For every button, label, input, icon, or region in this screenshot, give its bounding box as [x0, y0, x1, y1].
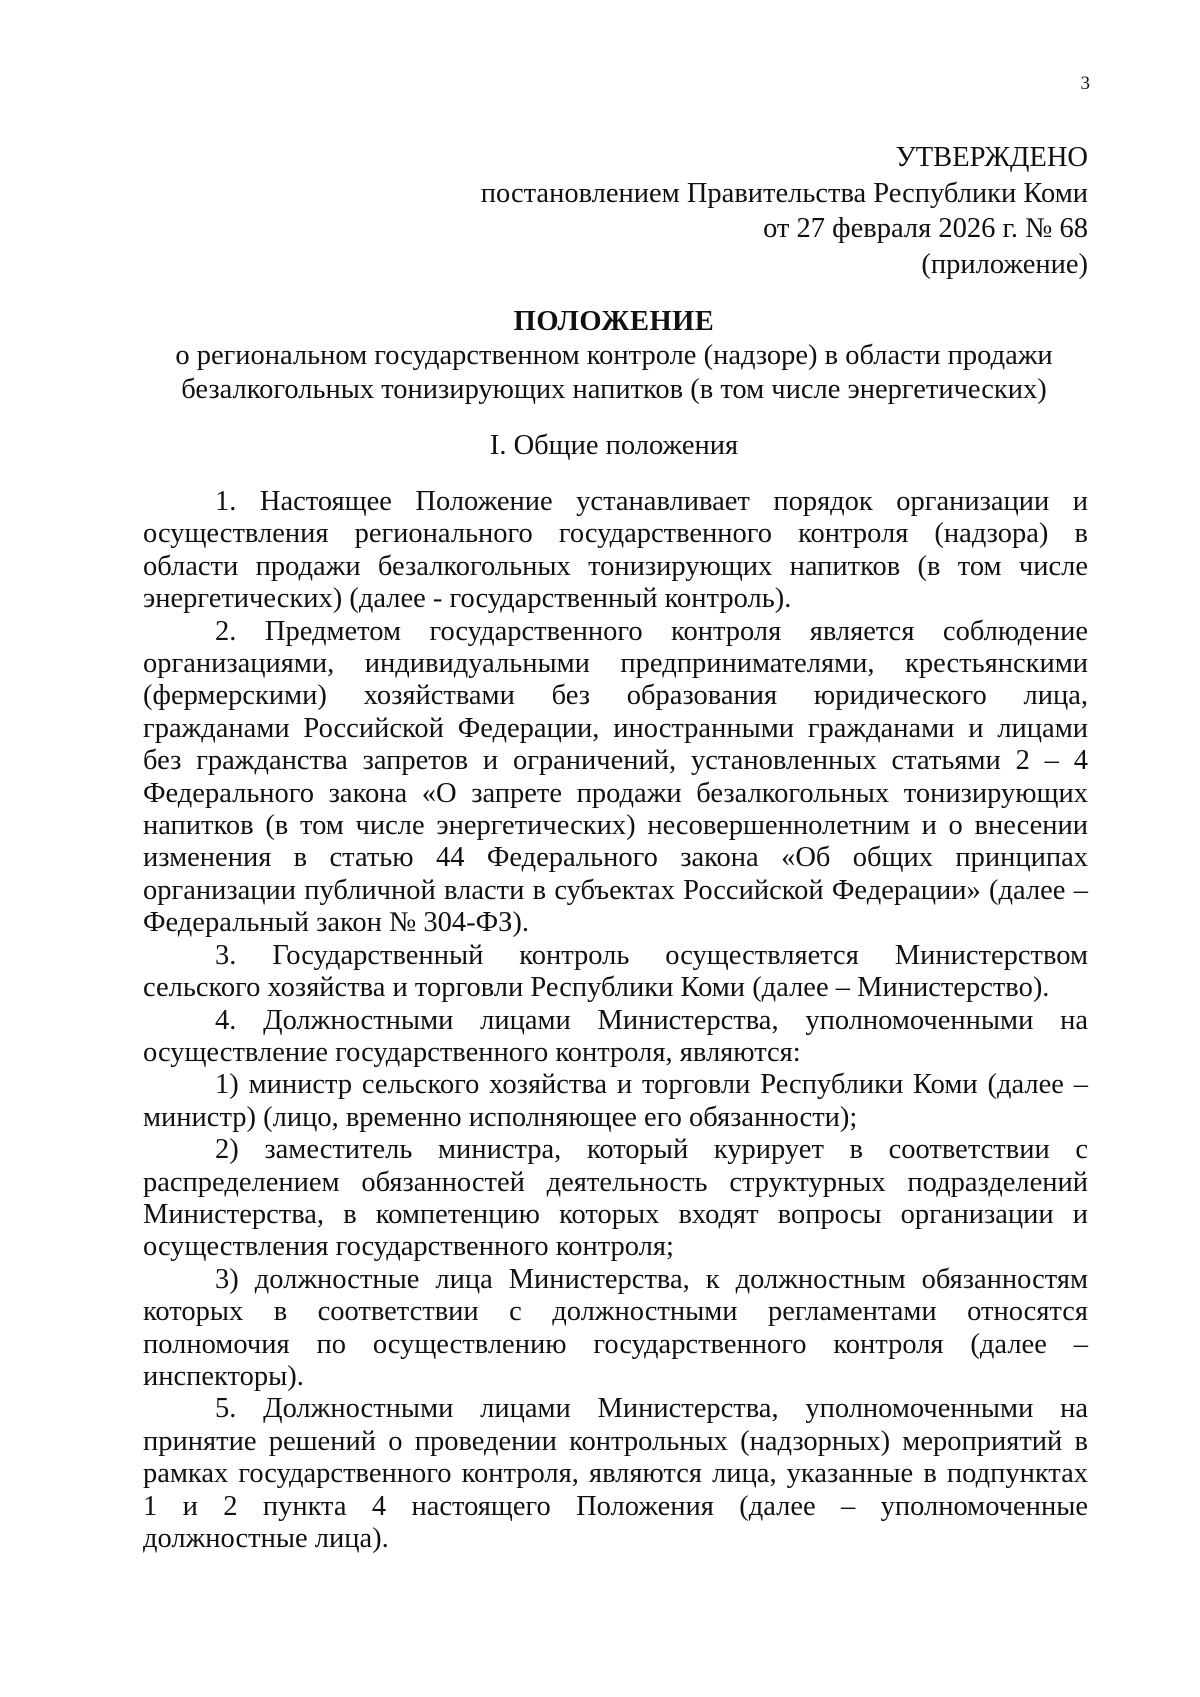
approval-date-number: от 27 февраля 2026 г. № 68 [763, 213, 1088, 244]
paragraph-4-item-2: 2) заместитель министра, который курирует в соответствии с распределением обязанностей деятельность структурных подразделений Министерства, в компетенцию которых входят вопросы организации и осуществления государственного контроля; [143, 1134, 1088, 1263]
paragraph-4-item-1: 1) министр сельского хозяйства и торговли Республики Коми (далее – министр) (лицо, временно исполняющее его обязанности); [143, 1069, 1088, 1133]
approval-attachment: (приложение) [921, 248, 1088, 280]
paragraph-5: 5. Должностными лицами Министерства, уполномоченными на принятие решений о проведении контрольных (надзорных) мероприятий в рамках государственного контроля, являются лица, указанные в подпунктах 1 и 2 пункта 4 настоящего Положения (далее – уполномоченные должностные лица). [143, 1393, 1088, 1554]
paragraph-4: 4. Должностными лицами Министерства, уполномоченными на осуществление государственного контроля, являются: [143, 1004, 1088, 1068]
document-subtitle-line-2: безалкогольных тонизирующих напитков (в том числе энергетических) [181, 374, 1047, 405]
document-body [143, 486, 1088, 1555]
section-title: I. Общие положения [489, 430, 739, 461]
document-subtitle-line-1: о региональном государственном контроле (надзоре) в области продажи [175, 340, 1053, 371]
approval-title: УТВЕРЖДЕНО [895, 142, 1088, 173]
paragraph-4-item-3: 3) должностные лица Министерства, к должностным обязанностям которых в соответствии с должностными регламентами относятся полномочия по осуществлению государственного контроля (далее – инспекторы). [143, 1263, 1088, 1392]
document-heading [140, 305, 1088, 407]
approval-authority: постановлением Правительства Республики Коми [480, 177, 1088, 209]
paragraph-1: 1. Настоящее Положение устанавливает порядок организации и осуществления регионального государственного контроля (надзора) в области продажи безалкогольных тонизирующих напитков (в том числе энергетических) (далее - государственный контроль). [143, 486, 1088, 615]
paragraph-2: 2. Предметом государственного контроля является соблюдение организациями, индивидуальными предпринимателями, крестьянскими (фермерскими) хозяйствами без образования юридического лица, гражданами Российской Федерации, иностранными гражданами и лицами без гражданства запретов и ограничений, установленных статьями 2 – 4 Федерального закона «О запрете продажи безалкогольных тонизирующих напитков (в том числе энергетических) несовершеннолетним и о внесении изменения в статью 44 Федерального закона «Об общих принципах организации публичной власти в субъектах Российской Федерации» (далее – Федеральный закон № 304-ФЗ). [143, 615, 1088, 939]
paragraph-3: 3. Государственный контроль осуществляется Министерством сельского хозяйства и торговли Республики Коми (далее – Министерство). [143, 939, 1088, 1004]
page-number: 3 [1080, 73, 1090, 94]
approval-stamp [368, 140, 1088, 282]
document-title: ПОЛОЖЕНИЕ [513, 306, 715, 337]
